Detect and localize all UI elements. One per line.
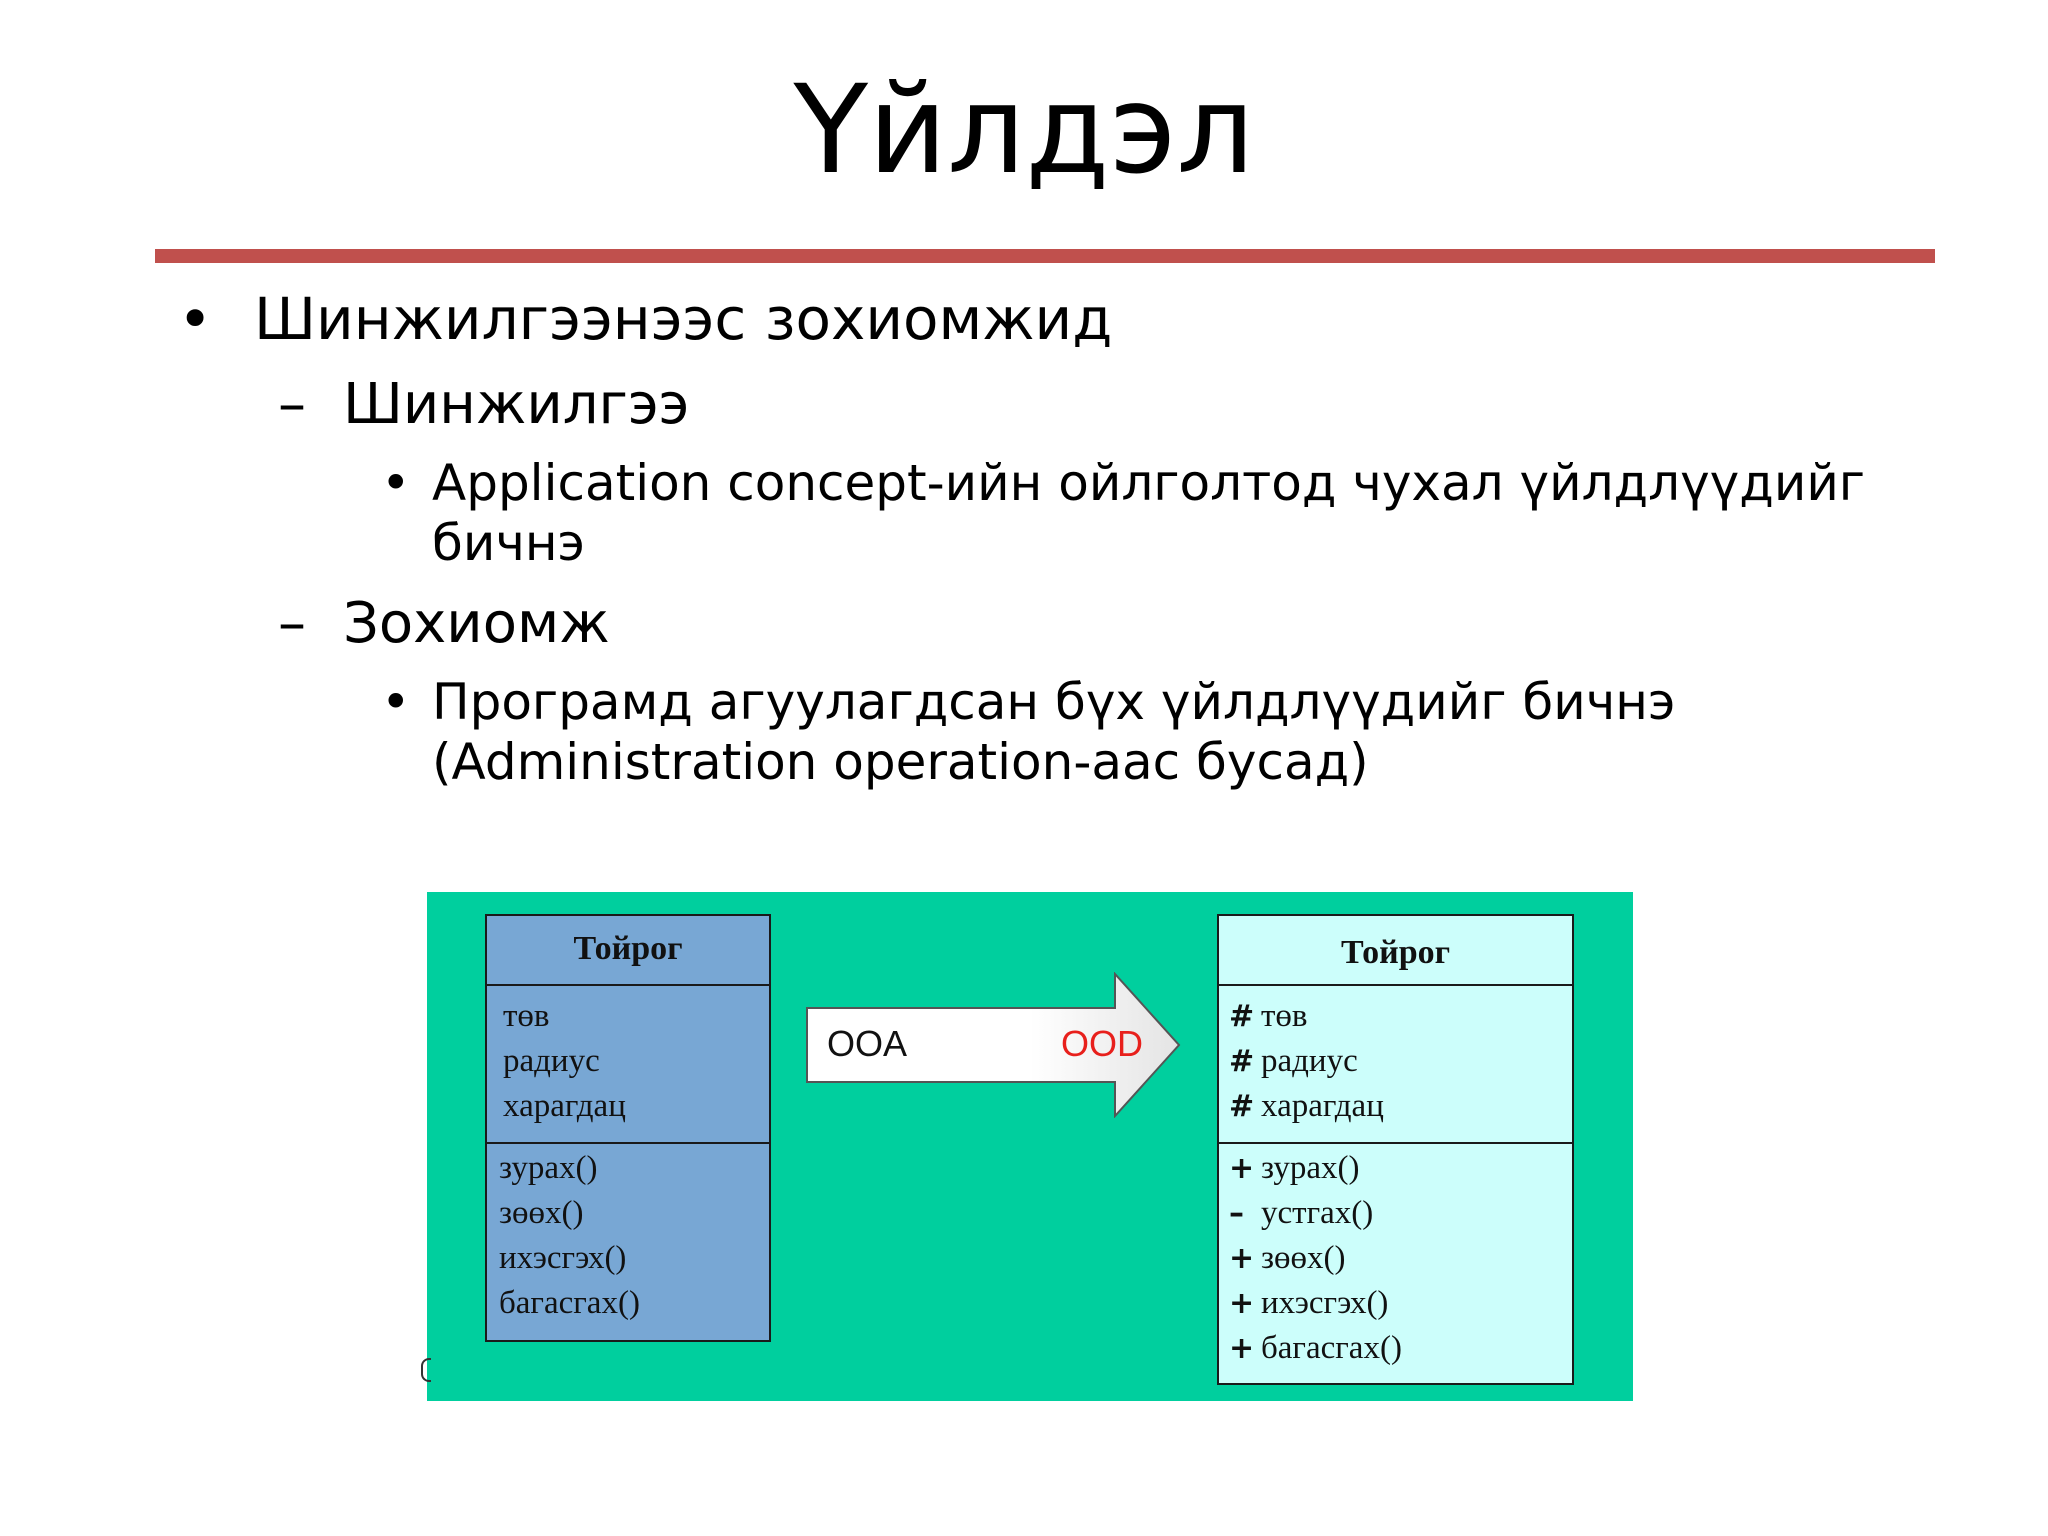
bullet-marker: •	[381, 454, 411, 512]
bullet-marker: •	[381, 673, 411, 731]
attribute: харагдац	[503, 1088, 626, 1124]
operation: зөөх()	[1261, 1240, 1346, 1276]
attribute: радиус	[503, 1043, 600, 1079]
operation-row	[1229, 1191, 1572, 1236]
class-operations	[1219, 1142, 1572, 1371]
sub-bullet-text: Шинжилгээ	[343, 372, 690, 437]
attribute: радиус	[1261, 1043, 1358, 1079]
edge-artifact	[421, 1358, 431, 1382]
visibility-symbol: #	[1229, 1044, 1255, 1079]
visibility-symbol: #	[1229, 1089, 1255, 1124]
detail-text-line1: Програмд агуулагдсан бүх үйлдлүүдийг бичнэ	[432, 673, 1676, 731]
visibility-symbol: +	[1229, 1241, 1255, 1276]
class-operations	[487, 1142, 769, 1326]
detail-text-line2: (Administration operation-аас бусад)	[432, 733, 1369, 791]
detail-text-line1: Application concept-ийн ойлголтод чухал үйлдлүүдийг	[432, 454, 1866, 512]
attribute: харагдац	[1261, 1088, 1384, 1124]
operation-row	[1229, 1281, 1572, 1326]
attribute-row	[1229, 994, 1572, 1039]
attribute: төв	[1261, 998, 1308, 1034]
arrow-label-ood: OOD	[1061, 1023, 1144, 1064]
operation: ихэсгэх()	[1261, 1285, 1389, 1321]
operation-row	[1229, 1236, 1572, 1281]
class-name: Тойрог	[1219, 916, 1572, 986]
bullet-marker: •	[178, 285, 213, 353]
attribute: төв	[503, 998, 550, 1034]
visibility-symbol: #	[1229, 999, 1255, 1034]
transition-arrow	[805, 972, 1185, 1118]
slide-title: Үйлдэл	[793, 59, 1255, 201]
class-name: Тойрог	[487, 916, 769, 986]
detail-text-line2: бичнэ	[432, 514, 586, 572]
operation-row	[1229, 1326, 1572, 1371]
operation: зөөх()	[499, 1195, 584, 1231]
bullet-text: Шинжилгээнээс зохиомжид	[254, 285, 1113, 353]
dash-marker: –	[278, 591, 306, 656]
title-divider	[155, 249, 1935, 263]
dash-marker: –	[278, 372, 306, 437]
ooa-ood-diagram	[427, 892, 1633, 1401]
visibility-symbol: +	[1229, 1331, 1255, 1366]
operation: устгах()	[1261, 1195, 1374, 1231]
uml-class-analysis	[485, 914, 771, 1342]
visibility-symbol: –	[1229, 1196, 1244, 1231]
operation: багасгах()	[499, 1285, 640, 1321]
attribute-row	[1229, 1084, 1572, 1129]
operation: зурах()	[499, 1150, 598, 1186]
sub-bullet-text: Зохиомж	[343, 591, 610, 656]
uml-class-design	[1217, 914, 1574, 1385]
attribute-row	[1229, 1039, 1572, 1084]
class-attributes	[487, 986, 769, 1142]
operation: зурах()	[1261, 1150, 1360, 1186]
arrow-label-ooa: OOA	[827, 1023, 908, 1064]
operation: багасгах()	[1261, 1330, 1402, 1366]
operation-row	[1229, 1146, 1572, 1191]
visibility-symbol: +	[1229, 1151, 1255, 1186]
visibility-symbol: +	[1229, 1286, 1255, 1321]
class-attributes	[1219, 986, 1572, 1142]
operation: ихэсгэх()	[499, 1240, 627, 1276]
